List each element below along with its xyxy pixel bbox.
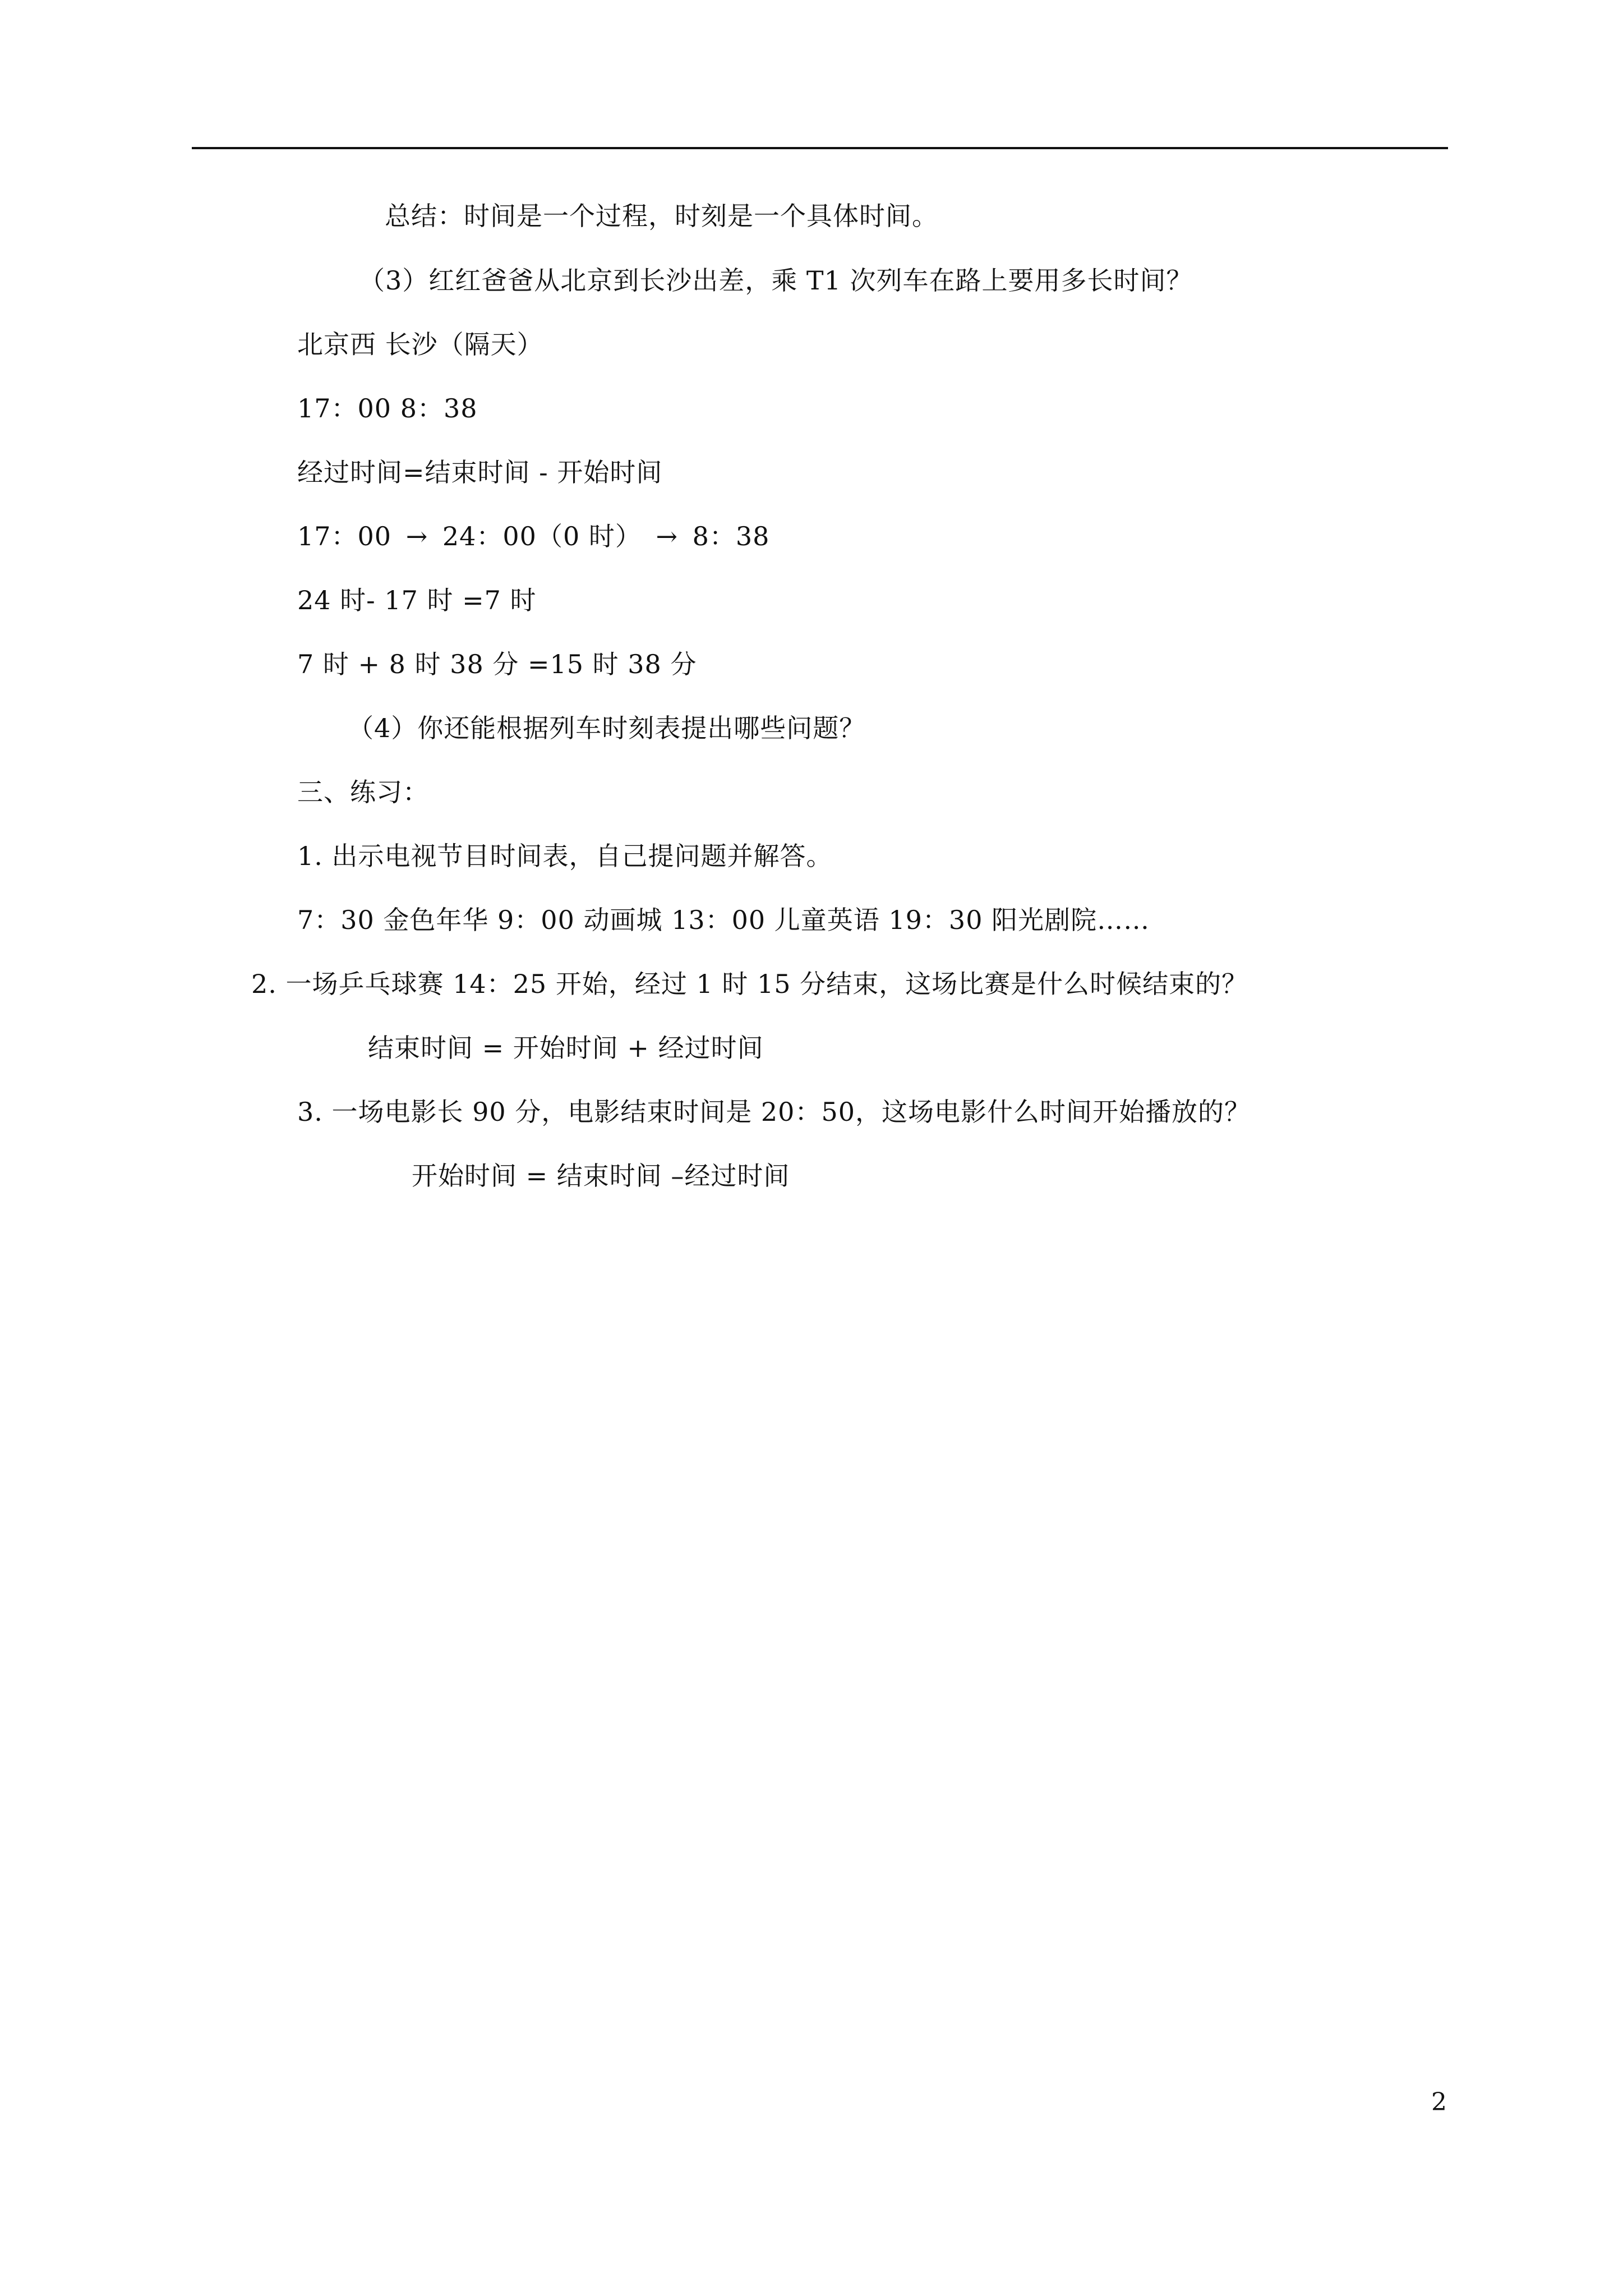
exercise-1-line: 1. 出示电视节目时间表，自己提问题并解答。 — [297, 841, 833, 871]
page-number: 2 — [1431, 2088, 1447, 2116]
midnight-time: 24：00（0 时） — [442, 521, 642, 551]
tv-schedule-line: 7：30 金色年华 9：00 动画城 13：00 儿童英语 19：30 阳光剧院…… — [297, 905, 1150, 935]
start-time-formula: 开始时间 = 结束时间 –经过时间 — [412, 1161, 790, 1191]
summary-line: 总结：时间是一个过程，时刻是一个具体时间。 — [385, 201, 938, 231]
end-time-formula: 结束时间 = 开始时间 + 经过时间 — [368, 1033, 764, 1063]
elapsed-formula-line: 经过时间=结束时间 - 开始时间 — [297, 457, 663, 487]
header-rule — [192, 147, 1448, 149]
right-arrow-icon: → — [656, 521, 679, 551]
times-line: 17：00 8：38 — [297, 393, 478, 424]
calculation-line-1: 24 时- 17 时 =7 时 — [297, 585, 537, 615]
question-4-line: （4）你还能根据列车时刻表提出哪些问题？ — [348, 713, 866, 743]
question-3-line: （3）红红爸爸从北京到长沙出差，乘 T1 次列车在路上要用多长时间？ — [359, 265, 1193, 296]
stations-line: 北京西 长沙（隔天） — [297, 329, 543, 360]
exercise-3-line: 3. 一场电影长 90 分，电影结束时间是 20：50，这场电影什么时间开始播放的？ — [297, 1097, 1251, 1127]
end-time: 8：38 — [692, 521, 770, 551]
calculation-arrow-line — [297, 519, 769, 553]
exercise-heading: 三、练习： — [297, 777, 429, 807]
right-arrow-icon: → — [405, 521, 428, 551]
calculation-line-2: 7 时 + 8 时 38 分 =15 时 38 分 — [297, 649, 697, 679]
exercise-2-line: 2. 一场乒乓球赛 14：25 开始，经过 1 时 15 分结束，这场比赛是什么时候结束的？ — [251, 969, 1248, 999]
start-time: 17：00 — [297, 521, 392, 551]
